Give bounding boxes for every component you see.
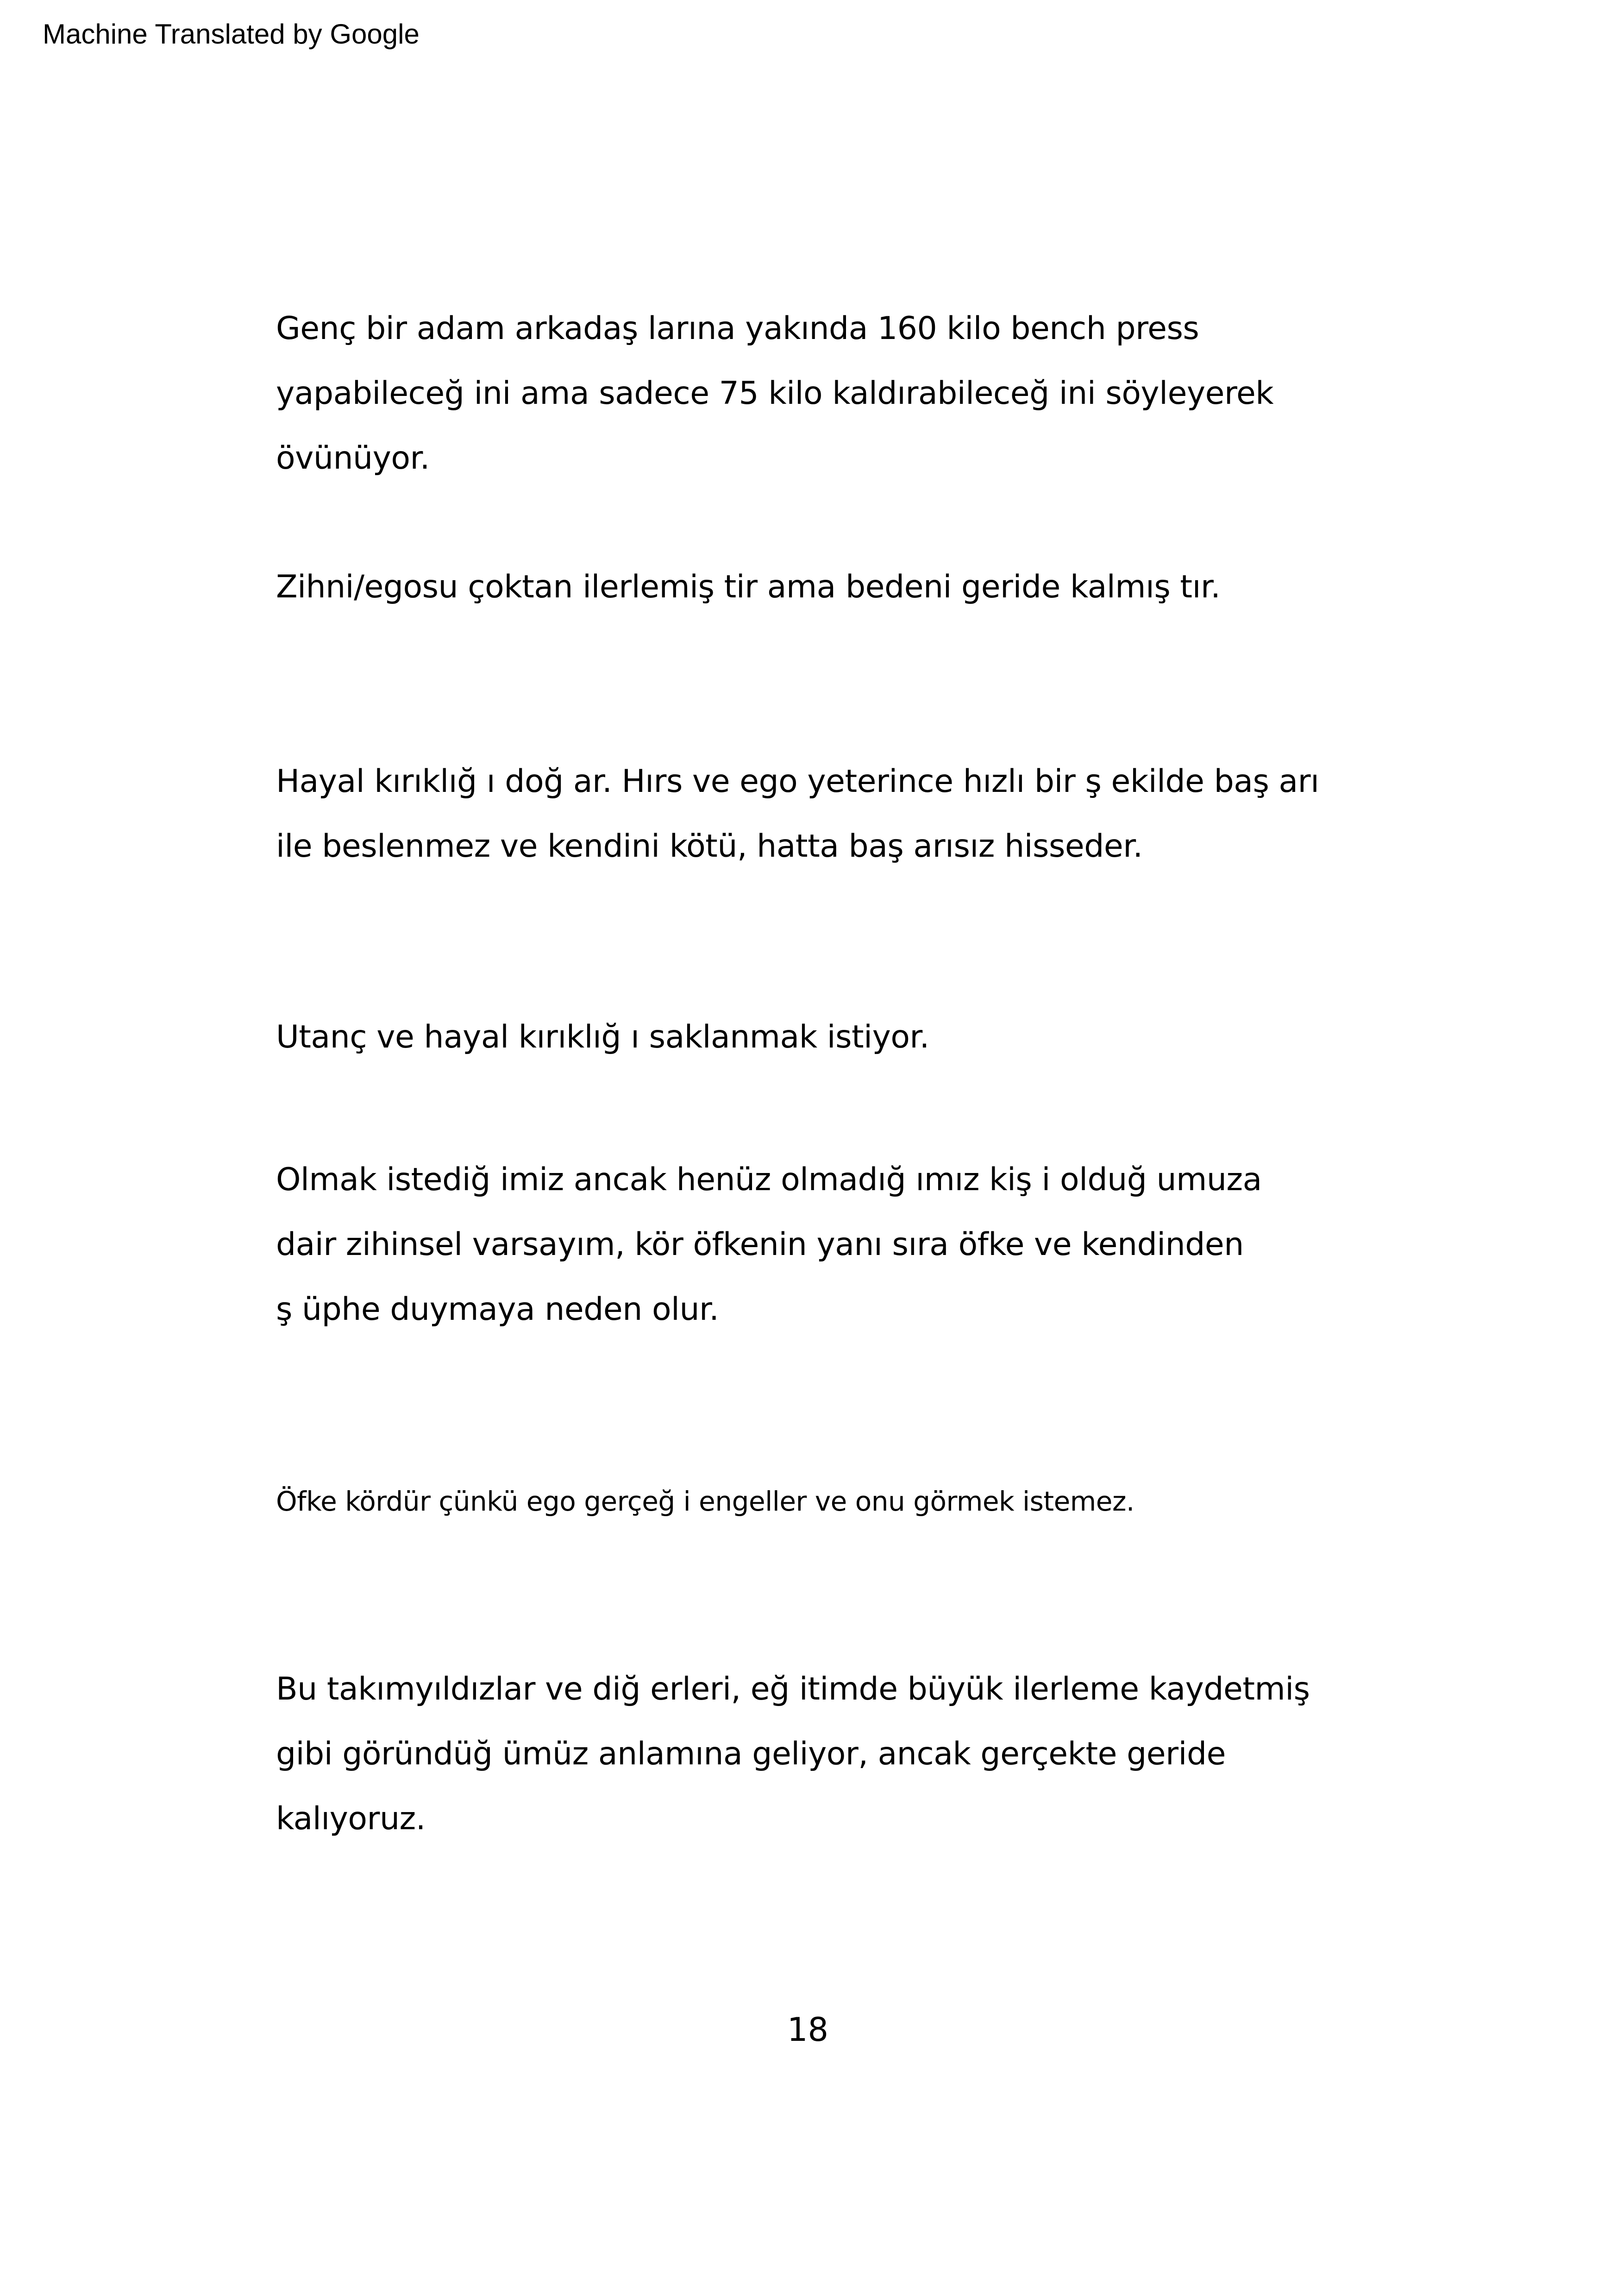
paragraph-2 — [276, 555, 1220, 620]
page-number: 18 — [787, 2011, 829, 2049]
paragraph-3 — [276, 749, 1319, 879]
paragraph-line: dair zihinsel varsayım, kör öfkenin yanı sıra öfke ve kendinden — [276, 1226, 1244, 1263]
paragraph-line: kalıyoruz. — [276, 1800, 426, 1837]
paragraph-line: Genç bir adam arkadaş larına yakında 160 kilo bench press — [276, 310, 1199, 347]
paragraph-line: ş üphe duymaya neden olur. — [276, 1291, 719, 1328]
paragraph-line: ile beslenmez ve kendini kötü, hatta baş arısız hisseder. — [276, 828, 1143, 865]
paragraph-1 — [276, 296, 1273, 491]
paragraph-line: Utanç ve hayal kırıklığ ı saklanmak istiyor. — [276, 1019, 929, 1055]
paragraph-line: Olmak istediğ imiz ancak henüz olmadığ ımız kiş i olduğ umuza — [276, 1161, 1262, 1198]
paragraph-line: Öfke kördür çünkü ego gerçeğ i engeller ve onu görmek istemez. — [276, 1486, 1134, 1517]
paragraph-line: övünüyor. — [276, 440, 430, 477]
paragraph-line: Hayal kırıklığ ı doğ ar. Hırs ve ego yeterince hızlı bir ş ekilde baş arı — [276, 763, 1319, 800]
paragraph-line: Bu takımyıldızlar ve diğ erleri, eğ itimde büyük ilerleme kaydetmiş — [276, 1671, 1310, 1707]
paragraph-5 — [276, 1148, 1262, 1342]
paragraph-7 — [276, 1657, 1310, 1851]
paragraph-6 — [276, 1469, 1134, 1534]
paragraph-line: Zihni/egosu çoktan ilerlemiş tir ama bedeni geride kalmış tır. — [276, 569, 1221, 605]
machine-translated-label: Machine Translated by Google — [43, 19, 420, 50]
paragraph-line: gibi göründüğ ümüz anlamına geliyor, ancak gerçekte geride — [276, 1736, 1226, 1772]
paragraph-line: yapabileceğ ini ama sadece 75 kilo kaldırabileceğ ini söyleyerek — [276, 375, 1274, 412]
paragraph-4 — [276, 1005, 929, 1070]
